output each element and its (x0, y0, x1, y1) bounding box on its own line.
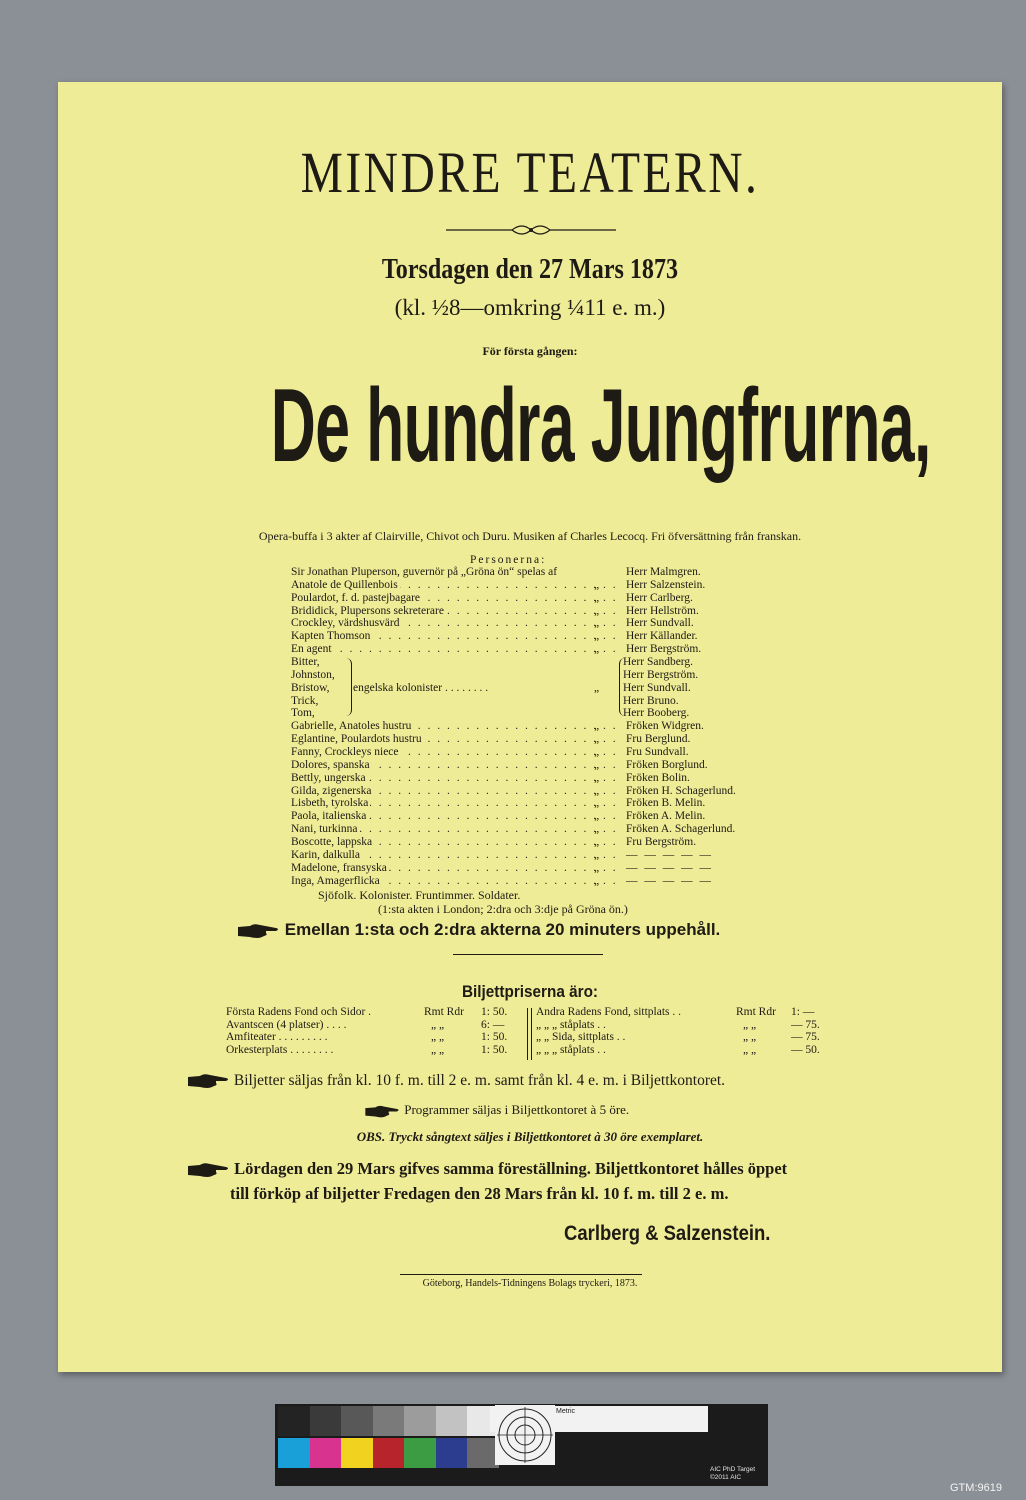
cast-row (291, 605, 811, 618)
left-brace (345, 658, 352, 716)
cast-actor: Fru Berglund. (626, 733, 691, 746)
target-label: AIC PhD Target ©2011 AIC (710, 1466, 756, 1481)
ditto-mark: „ (594, 617, 600, 630)
cast-actor: Herr Källander. (626, 630, 698, 643)
color-swatch (404, 1438, 436, 1468)
ditto-mark: „ (594, 578, 600, 591)
cast-role: Paola, italienska (291, 810, 367, 823)
price-row: Amfiteater . . . . . . . . . „ „ 1: 50. „ „ Sida, sittplats . . „ „ — 75. (226, 1031, 820, 1043)
cast-role: Madelone, fransyska (291, 861, 387, 874)
colonists-group (291, 656, 811, 720)
focus-target-icon (495, 1405, 555, 1465)
cast-row (291, 759, 811, 772)
cast-role: Kapten Thomson (291, 630, 371, 643)
ditto-mark: „ (594, 604, 600, 617)
cast-row (291, 785, 811, 798)
gray-swatch (436, 1406, 468, 1436)
prices-heading: Biljettpriserna äro: (461, 982, 599, 1001)
play-title: De hundra Jungfrurna, (270, 368, 931, 484)
cast-row (291, 592, 811, 605)
ditto-mark: „ (594, 758, 600, 771)
cast-role: Gabrielle, Anatoles hustru (291, 720, 412, 733)
programmes-notice (363, 1102, 629, 1119)
cast-heading: Personerna: (470, 554, 547, 566)
price-row: Avantscen (4 platser) . . . . „ „ 6: — „ „ „ ståplats . . „ „ — 75. (226, 1018, 820, 1031)
ditto-mark: „ (594, 720, 600, 733)
intermission-notice (236, 920, 720, 940)
colonist-name: Bitter, (291, 656, 320, 669)
cast-actor: Fröken B. Melin. (626, 797, 706, 810)
cast-role: Sir Jonathan Pluperson, guvernör på „Gröna ön“ spelas af (291, 566, 558, 578)
gray-swatch (278, 1406, 310, 1436)
saturday-notice (186, 1156, 787, 1206)
color-swatch (310, 1438, 342, 1468)
cast-role: Anatole de Quillenbois (291, 578, 398, 591)
cast-actor: — — — — — (626, 848, 713, 861)
cast-row (291, 810, 811, 823)
ditto-mark: „ (594, 836, 600, 849)
color-swatch (467, 1438, 499, 1468)
extras-line: Sjöfolk. Kolonister. Fruntimmer. Soldater. (318, 888, 521, 902)
cast-row (291, 579, 811, 592)
colonist-name: Bristow, (291, 681, 330, 694)
cast-row (291, 862, 811, 875)
cast-actor: Fröken Bolin. (626, 771, 690, 784)
cast-role: Dolores, spanska (291, 758, 370, 771)
pointing-hand-icon (363, 1104, 401, 1119)
ditto-mark: „ (594, 784, 600, 797)
cast-role: Crockley, värdshusvärd (291, 617, 400, 630)
cast-actor: Fru Bergström. (626, 836, 697, 849)
colonist-names (291, 656, 335, 720)
color-swatch (436, 1438, 468, 1468)
cast-role: Brididick, Plupersons sekreterare (291, 604, 444, 617)
ditto-mark: „ (594, 771, 600, 784)
cast-actor: Fru Sundvall. (626, 746, 689, 759)
playbill-poster (58, 82, 1002, 1372)
ticket-sales-notice (186, 1072, 725, 1090)
price-row: Orkesterplats . . . . . . . . „ „ 1: 50. „ „ „ ståplats . . „ „ — 50. (226, 1043, 820, 1056)
metric-label: Metric (556, 1408, 576, 1415)
cast-row (291, 566, 811, 579)
ditto-mark: „ (594, 591, 600, 604)
color-swatch (373, 1438, 405, 1468)
inventory-number: GTM:9619 (950, 1482, 1002, 1494)
cast-actor: Herr Sundvall. (623, 681, 691, 694)
ditto-mark: „ (594, 733, 600, 746)
printer-imprint: Göteborg, Handels-Tidningens Bolags tryckeri, 1873. (422, 1278, 638, 1289)
cast-actor: Fröken Borglund. (626, 758, 708, 771)
cast-actor: Herr Carlberg. (626, 591, 693, 604)
cast-row (291, 823, 811, 836)
ticket-prices (226, 1006, 846, 1056)
colonist-actors (623, 656, 698, 720)
cast-row (291, 836, 811, 849)
ditto-mark: „ (594, 797, 600, 810)
saturday-line-1: Lördagen den 29 Mars gifves samma föreställning. Biljettkontoret hålles öppet (234, 1159, 788, 1178)
price-row: Första Radens Fond och Sidor . Rmt Rdr 1: 50. Andra Radens Fond, sittplats . . Rmt Rdr 1: — (226, 1006, 815, 1018)
cast-row (291, 643, 811, 656)
cast-actor: Herr Sandberg. (623, 656, 694, 669)
obs-notice: OBS. Tryckt sångtext säljes i Biljettkontoret à 30 öre exemplaret. (356, 1129, 704, 1144)
divider-rule (453, 954, 603, 955)
saturday-line-2: till förköp af biljetter Fredagen den 28 Mars från kl. 10 f. m. till 2 e. m. (230, 1184, 729, 1203)
cast-role: Gilda, zigenerska (291, 784, 372, 797)
cast-actor: — — — — — (626, 861, 713, 874)
cast-role: Karin, dalkulla (291, 848, 360, 861)
cast-actor: Herr Bergström. (623, 668, 699, 681)
ditto-mark: „ (594, 681, 600, 694)
play-subtitle: Opera-buffa i 3 akter af Clairville, Chivot och Duru. Musiken af Charles Lecocq. Fri öfversättning från franskan. (258, 529, 802, 543)
divider-rule (400, 1274, 642, 1275)
ditto-mark: „ (594, 861, 600, 874)
cast-actor: Herr Hellström. (626, 604, 699, 617)
ditto-mark: „ (594, 848, 600, 861)
pointing-hand-icon (186, 1072, 230, 1090)
cast-actor: Fröken A. Melin. (626, 810, 706, 823)
colonist-role: engelska kolonister . . . . . . . . (353, 681, 489, 694)
cast-row (291, 849, 811, 862)
cast-role: En agent (291, 643, 332, 656)
directors-signature: Carlberg & Salzenstein. (564, 1222, 771, 1245)
cast-actor: Fröken A. Schagerlund. (626, 823, 736, 836)
cast-role: Lisbeth, tyrolska (291, 797, 369, 810)
cast-role: Poulardot, f. d. pastejbagare (291, 591, 421, 604)
premiere-note: För första gången: (482, 344, 578, 358)
cast-actor: — — — — — (626, 874, 713, 887)
cast-row (291, 875, 811, 888)
ditto-mark: „ (594, 630, 600, 643)
cast-role: Eglantine, Poulardots hustru (291, 733, 422, 746)
colonist-name: Johnston, (291, 668, 335, 681)
performance-date: Torsdagen den 27 Mars 1873 (381, 254, 679, 285)
colonist-name: Trick, (291, 694, 319, 707)
acts-location: (1:sta akten i London; 2:dra och 3:dje på Gröna ön.) (378, 902, 628, 916)
cast-actor: Herr Booberg. (623, 707, 690, 720)
gray-swatch (404, 1406, 436, 1436)
cast-actor: Herr Bruno. (623, 694, 679, 707)
cast-role: Fanny, Crockleys niece (291, 746, 399, 759)
gray-swatch (310, 1406, 342, 1436)
cast-role: Bettly, ungerska (291, 771, 366, 784)
cast-actor: Herr Malmgren. (626, 566, 701, 578)
gray-swatch (341, 1406, 373, 1436)
cast-role: Inga, Amagerflicka (291, 874, 380, 887)
cast-row (291, 746, 811, 759)
intermission-text: Emellan 1:sta och 2:dra akterna 20 minuters uppehåll. (284, 920, 721, 939)
cast-role: Boscotte, lappska (291, 836, 373, 849)
ditto-mark: „ (594, 643, 600, 656)
cast-actor: Herr Bergström. (626, 643, 702, 656)
cast-actor: Fröken H. Schagerlund. (626, 784, 736, 797)
theatre-name: MINDRE TEATERN. (300, 140, 760, 205)
cast-list (291, 566, 811, 887)
ticket-sales-text: Biljetter säljas från kl. 10 f. m. till 2 e. m. samt från kl. 4 e. m. i Biljettkontoret. (233, 1072, 726, 1089)
cast-actor: Herr Salzenstein. (626, 578, 706, 591)
color-swatch (278, 1438, 310, 1468)
cast-row (291, 617, 811, 630)
performance-time: (kl. ½8—omkring ¼11 e. m.) (394, 295, 666, 320)
cast-row (291, 720, 811, 733)
programmes-text: Programmer säljas i Biljettkontoret à 5 öre. (404, 1102, 630, 1117)
ornament-divider (446, 222, 616, 238)
cast-row (291, 733, 811, 746)
cast-row (291, 630, 811, 643)
pointing-hand-icon (236, 922, 280, 940)
cast-row (291, 772, 811, 785)
ditto-mark: „ (594, 746, 600, 759)
cast-actor: Herr Sundvall. (626, 617, 694, 630)
cast-actor: Fröken Widgren. (626, 720, 704, 733)
gray-swatch (373, 1406, 405, 1436)
color-swatch (341, 1438, 373, 1468)
cast-role: Nani, turkinna (291, 823, 358, 836)
cast-row (291, 797, 811, 810)
colonist-name: Tom, (291, 707, 315, 720)
ditto-mark: „ (594, 823, 600, 836)
ditto-mark: „ (594, 810, 600, 823)
ditto-mark: „ (594, 874, 600, 887)
pointing-hand-icon (186, 1161, 230, 1179)
